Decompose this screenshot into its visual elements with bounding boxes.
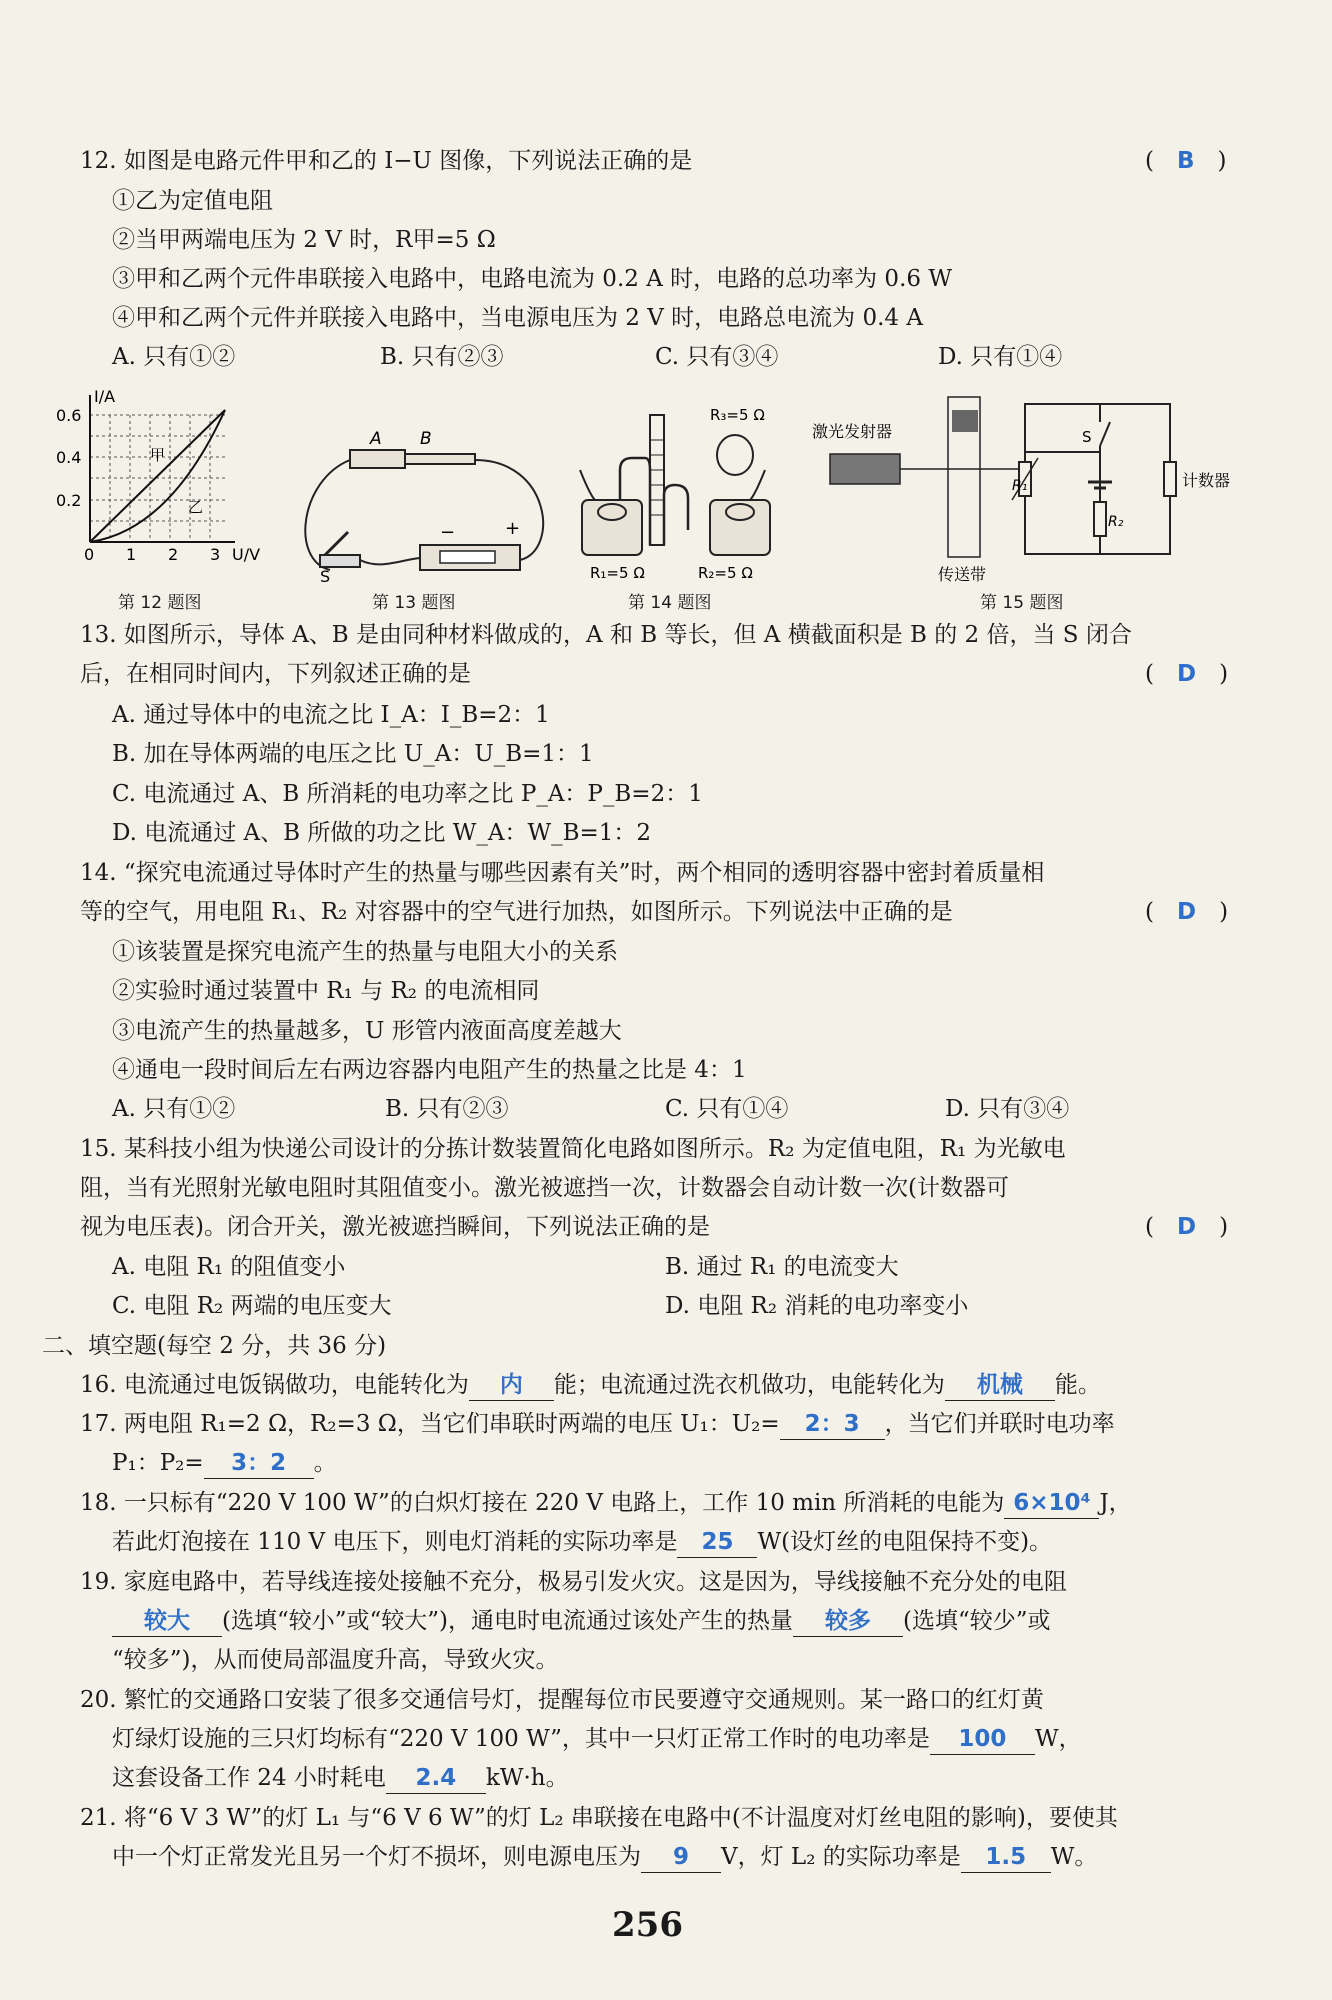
fig12-caption: 第 12 题图 <box>118 593 202 613</box>
fig14-r3-bulb <box>717 435 753 475</box>
q17-blank-1: 2：3 <box>780 1409 885 1440</box>
fig13-caption: 第 13 题图 <box>372 593 456 613</box>
q20-text: 灯绿灯设施的三只灯均标有“220 V 100 W”，其中一只灯正常工作时的电功率是 <box>112 1726 930 1752</box>
fig12-xlabel: U/V <box>232 545 261 564</box>
q14-item-3: ③电流产生的热量越多，U 形管内液面高度差越大 <box>112 1018 622 1044</box>
q20-text: kW·h。 <box>485 1765 569 1791</box>
q15-stem-1: 15. 某科技小组为快递公司设计的分拣计数装置简化电路如图所示。R₂ 为定值电阻，R₁ 为光敏电 <box>80 1136 1066 1162</box>
fig13-conductor-a <box>350 450 405 468</box>
fig12-ytick: 0.4 <box>56 448 82 467</box>
fig14-scale <box>650 440 664 515</box>
q17-line-1 <box>80 1409 1115 1440</box>
fig15-s-label: S <box>1082 428 1092 446</box>
fig13-label-s: S <box>320 567 331 585</box>
fig13-label-b: B <box>420 429 432 449</box>
q13-option-d: D. 电流通过 A、B 所做的功之比 W_A：W_B=1：2 <box>112 820 652 846</box>
fig15-r2 <box>1094 502 1106 536</box>
q12-option-a: A. 只有①② <box>112 344 236 370</box>
q17-text: 17. 两电阻 R₁=2 Ω，R₂=3 Ω，当它们串联时两端的电压 U₁：U₂= <box>80 1411 780 1437</box>
q17-text: ，当它们并联时电功率 <box>884 1411 1115 1437</box>
q17-blank-2: 3：2 <box>204 1448 314 1479</box>
q21-blank-2: 1.5 <box>961 1842 1051 1873</box>
fig13-wire <box>360 558 420 564</box>
q15-option-a: A. 电阻 R₁ 的阻值变小 <box>112 1254 346 1280</box>
q19-text: (选填“较小”或“较大”)，通电时电流通过该处产生的热量 <box>222 1608 793 1634</box>
q17-line-2 <box>112 1448 337 1479</box>
fig12-xtick: 1 <box>126 545 137 564</box>
q18-text: W(设灯丝的电阻保持不变)。 <box>757 1529 1053 1555</box>
q12-option-b: B. 只有②③ <box>380 344 504 370</box>
q19-text: (选填“较少”或 <box>902 1608 1051 1634</box>
fig12-label-jia: 甲 <box>150 446 166 464</box>
q14-stem-2: 等的空气，用电阻 R₁、R₂ 对容器中的空气进行加热，如图所示。下列说法中正确的是 <box>80 899 953 925</box>
q18-line-1 <box>80 1488 1132 1519</box>
q14-option-a: A. 只有①② <box>112 1096 236 1122</box>
q14-stem-1: 14. “探究电流通过导体时产生的热量与哪些因素有关”时，两个相同的透明容器中密封着质量相 <box>80 860 1045 886</box>
q16-text: 能。 <box>1054 1372 1101 1398</box>
q21-text: V，灯 L₂ 的实际功率是 <box>721 1844 961 1870</box>
q15-stem-3: 视为电压表)。闭合开关，激光被遮挡瞬间，下列说法正确的是 <box>80 1214 710 1240</box>
fig13-conductor-b <box>405 454 475 464</box>
q14-answer: D <box>1176 899 1197 925</box>
q19-blank-1: 较大 <box>112 1606 222 1637</box>
fig15-laser-label: 激光发射器 <box>812 422 893 441</box>
q13-option-a: A. 通过导体中的电流之比 I_A：I_B=2：1 <box>112 702 550 728</box>
q12-answer-paren: ( B ) <box>1145 148 1227 174</box>
fig14-apparatus <box>570 400 780 585</box>
q14-option-b: B. 只有②③ <box>385 1096 509 1122</box>
q12-stem: 12. 如图是电路元件甲和乙的 I−U 图像，下列说法正确的是 <box>80 148 693 174</box>
fig15-belt-label: 传送带 <box>938 565 987 584</box>
fig15-r2-label: R₂ <box>1108 514 1124 530</box>
q21-text: W。 <box>1050 1844 1098 1870</box>
q19-line-3: “较多”)，从而使局部温度升高，导致火灾。 <box>112 1647 559 1673</box>
fig13-switch-base <box>320 555 360 567</box>
fig12-xtick: 3 <box>210 545 221 564</box>
fig12-label-yi: 乙 <box>188 498 204 516</box>
q12-item-3: ③甲和乙两个元件串联接入电路中，电路电流为 0.2 A 时，电路的总功率为 0.6 W <box>112 266 952 292</box>
q15-option-b: B. 通过 R₁ 的电流变大 <box>665 1254 899 1280</box>
q21-blank-1: 9 <box>641 1842 721 1873</box>
q17-text: 。 <box>313 1450 337 1476</box>
fig14-u-tube-left <box>650 415 664 545</box>
q15-answer-paren: ( D ) <box>1145 1214 1229 1240</box>
fig12-xtick: 2 <box>168 545 179 564</box>
q20-blank-1: 100 <box>930 1724 1035 1755</box>
fig13-minus: − <box>440 522 456 543</box>
fig15-r1-label: R₁ <box>1012 478 1028 494</box>
fig13-label-a: A <box>370 429 382 449</box>
q18-text: 18. 一只标有“220 V 100 W”的白炽灯接在 220 V 电路上，工作 10 min 所消耗的电能为 <box>80 1490 1005 1516</box>
fig15-counter-circuit <box>800 392 1260 587</box>
fig12-iu-graph <box>50 380 290 570</box>
q15-answer: D <box>1176 1214 1197 1240</box>
q20-line-1: 20. 繁忙的交通路口安装了很多交通信号灯，提醒每位市民要遵守交通规则。某一路口的红灯黄 <box>80 1687 1044 1713</box>
q12-option-c: C. 只有③④ <box>655 344 779 370</box>
fig15-counter-label: 计数器 <box>1182 471 1231 490</box>
section-title-fill-in: 二、填空题(每空 2 分，共 36 分) <box>42 1333 387 1359</box>
q18-text: 若此灯泡接在 110 V 电压下，则电灯消耗的实际功率是 <box>112 1529 678 1555</box>
q21-line-1: 21. 将“6 V 3 W”的灯 L₁ 与“6 V 6 W”的灯 L₂ 串联接在电路中(不计温度对灯丝电阻的影响)，要使其 <box>80 1805 1118 1831</box>
q16-blank-2: 机械 <box>945 1370 1055 1401</box>
q20-text: W， <box>1034 1726 1082 1752</box>
fig14-r2: R₂=5 Ω <box>698 564 753 582</box>
q12-item-1: ①乙为定值电阻 <box>112 188 273 214</box>
q15-stem-2: 阻，当有光照射光敏电阻时其阻值变小。激光被遮挡一次，计数器会自动计数一次(计数器可 <box>80 1175 1009 1201</box>
q16-text: 16. 电流通过电饭锅做功，电能转化为 <box>80 1372 469 1398</box>
q17-text: P₁：P₂= <box>112 1450 204 1476</box>
q13-stem-2: 后，在相同时间内，下列叙述正确的是 <box>80 661 471 687</box>
q13-answer: D <box>1176 661 1197 687</box>
q20-blank-2: 2.4 <box>386 1763 486 1794</box>
q14-item-1: ①该装置是探究电流产生的热量与电阻大小的关系 <box>112 939 618 965</box>
q14-option-c: C. 只有①④ <box>665 1096 789 1122</box>
q14-item-2: ②实验时通过装置中 R₁ 与 R₂ 的电流相同 <box>112 978 540 1004</box>
q16 <box>80 1370 1101 1401</box>
fig12-ytick: 0.6 <box>56 406 82 425</box>
q18-text: J， <box>1099 1490 1132 1516</box>
q20-line-3 <box>112 1763 569 1794</box>
fig15-counter <box>1164 462 1176 496</box>
fig14-r3: R₃=5 Ω <box>710 406 765 424</box>
q15-option-c: C. 电阻 R₂ 两端的电压变大 <box>112 1293 392 1319</box>
q15-option-d: D. 电阻 R₂ 消耗的电功率变小 <box>665 1293 969 1319</box>
q21-line-2 <box>112 1842 1097 1873</box>
q16-blank-1: 内 <box>469 1370 554 1401</box>
q13-answer-paren: ( D ) <box>1145 661 1229 687</box>
fig12-xtick: 0 <box>84 545 95 564</box>
q19-blank-2: 较多 <box>793 1606 903 1637</box>
q13-option-b: B. 加在导体两端的电压之比 U_A：U_B=1：1 <box>112 741 594 767</box>
fig14-container-left <box>582 500 642 555</box>
fig12-ylabel: I/A <box>94 387 116 406</box>
q12-option-d: D. 只有①④ <box>938 344 1063 370</box>
q19-line-1: 19. 家庭电路中，若导线连接处接触不充分，极易引发火灾。这是因为，导线接触不充分处的电阻 <box>80 1569 1067 1595</box>
q13-stem-1: 13. 如图所示，导体 A、B 是由同种材料做成的，A 和 B 等长，但 A 横截面积是 B 的 2 倍，当 S 闭合 <box>80 622 1132 648</box>
fig15-laser-emitter <box>830 454 900 484</box>
page-number: 256 <box>612 1905 683 1945</box>
q12-item-4: ④甲和乙两个元件并联接入电路中，当电源电压为 2 V 时，电路总电流为 0.4 A <box>112 305 923 331</box>
q19-line-2 <box>112 1606 1050 1637</box>
q14-item-4: ④通电一段时间后左右两边容器内电阻产生的热量之比是 4：1 <box>112 1057 747 1083</box>
fig14-r1: R₁=5 Ω <box>590 564 645 582</box>
fig15-caption: 第 15 题图 <box>980 593 1064 613</box>
q14-option-d: D. 只有③④ <box>945 1096 1070 1122</box>
q13-option-c: C. 电流通过 A、B 所消耗的电功率之比 P_A：P_B=2：1 <box>112 781 703 807</box>
fig14-container-right <box>710 500 770 555</box>
q14-answer-paren: ( D ) <box>1145 899 1229 925</box>
fig13-plus: + <box>505 518 521 539</box>
fig14-caption: 第 14 题图 <box>628 593 712 613</box>
q21-text: 中一个灯正常发光且另一个灯不损坏，则电源电压为 <box>112 1844 641 1870</box>
q18-blank-2: 25 <box>677 1527 757 1558</box>
q20-text: 这套设备工作 24 小时耗电 <box>112 1765 386 1791</box>
q18-blank-1: 6×10⁴ <box>1004 1488 1099 1519</box>
q16-text: 能；电流通过洗衣机做功，电能转化为 <box>553 1372 945 1398</box>
fig15-package <box>952 410 978 432</box>
q20-line-2 <box>112 1724 1082 1755</box>
fig13-circuit <box>290 420 560 585</box>
fig13-switch-lever <box>325 532 348 555</box>
q12-item-2: ②当甲两端电压为 2 V 时，R甲=5 Ω <box>112 227 496 253</box>
q18-line-2 <box>112 1527 1052 1558</box>
fig12-ytick: 0.2 <box>56 491 82 510</box>
q12-answer: B <box>1176 148 1195 174</box>
fig13-battery <box>440 551 495 563</box>
